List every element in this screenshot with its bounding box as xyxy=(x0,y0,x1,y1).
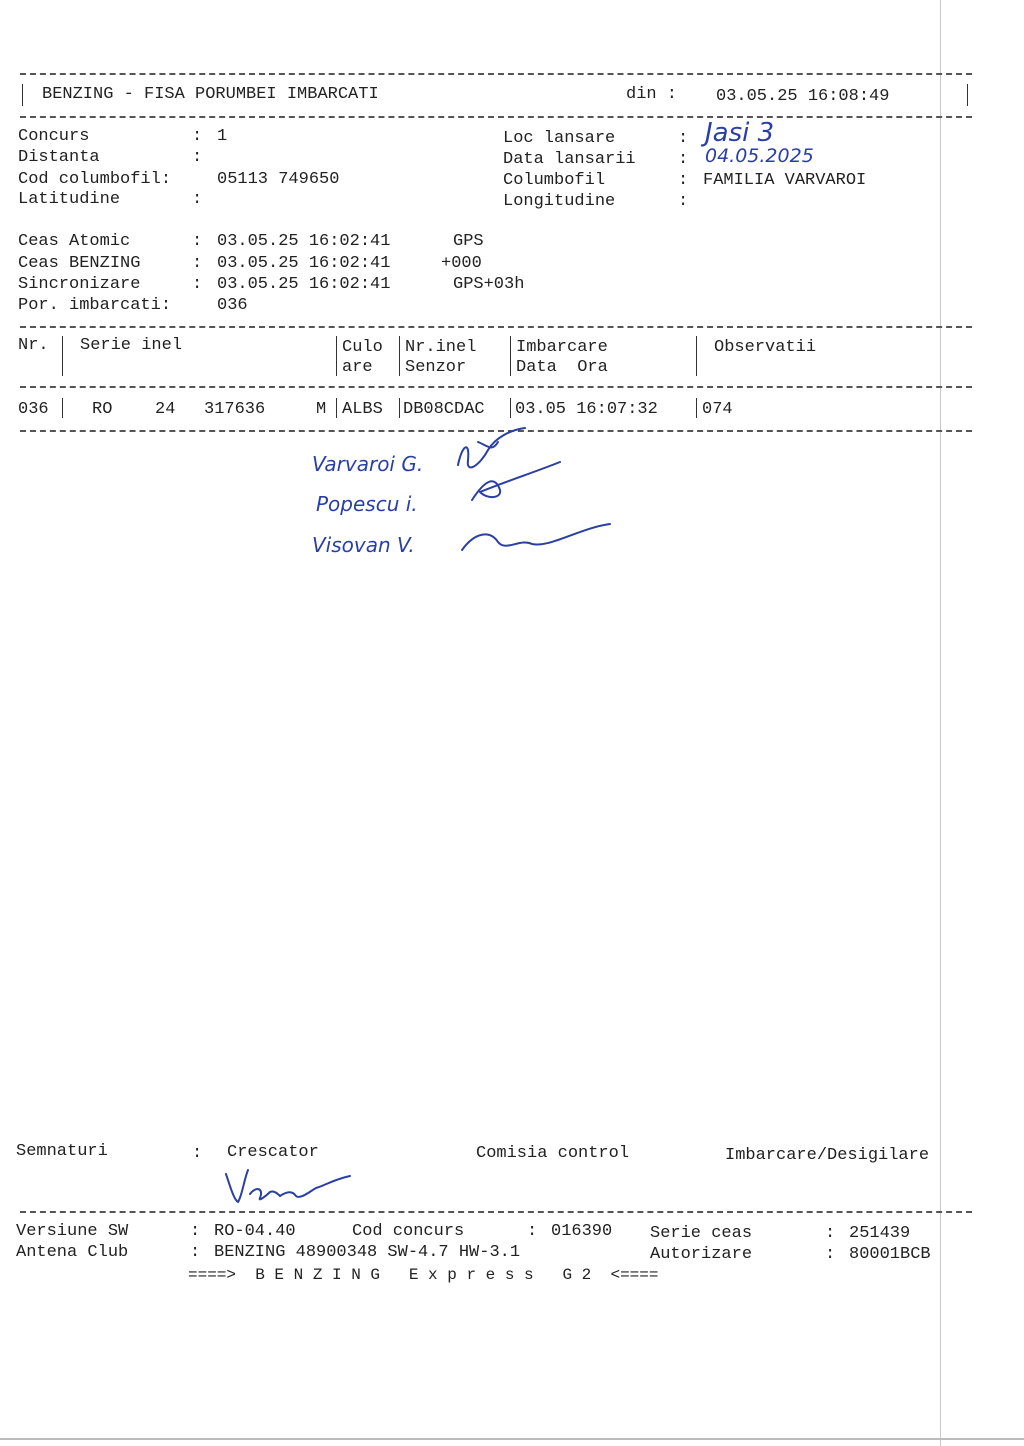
crescator-signature xyxy=(220,1166,360,1206)
colon: : xyxy=(190,1243,201,1262)
concurs-value: 1 xyxy=(217,127,228,146)
cod-concurs-label: Cod concurs xyxy=(352,1222,465,1241)
col-header-culoare-2: are xyxy=(342,358,373,377)
row-nr: 036 xyxy=(18,400,49,419)
colon: : xyxy=(825,1224,836,1243)
row-ring: 317636 xyxy=(204,400,266,419)
cod-columbofil-value: 05113 749650 xyxy=(217,170,340,189)
ceas-benzing-label: Ceas BENZING xyxy=(18,254,141,273)
colon: : xyxy=(192,275,203,294)
page-bottom-edge xyxy=(0,1438,1024,1440)
colon: : xyxy=(527,1222,538,1241)
longitudine-label: Longitudine xyxy=(503,192,616,211)
handwritten-name-1: Varvaroi G. xyxy=(312,452,424,476)
colon: : xyxy=(192,232,203,251)
comisia-control-label: Comisia control xyxy=(476,1144,630,1163)
col-header-culoare-1: Culo xyxy=(342,338,383,357)
col-sep xyxy=(399,336,400,376)
antena-club-label: Antena Club xyxy=(16,1243,129,1262)
colon: : xyxy=(192,1144,203,1163)
col-header-imbarcare-1: Imbarcare xyxy=(516,338,608,357)
signature-scribbles xyxy=(440,420,760,550)
crescator-label: Crescator xyxy=(227,1143,319,1162)
semnaturi-label: Semnaturi xyxy=(16,1142,108,1161)
colon: : xyxy=(678,129,689,148)
col-sep xyxy=(62,398,63,418)
colon: : xyxy=(192,127,203,146)
ceas-benzing-value: 03.05.25 16:02:41 xyxy=(217,254,391,273)
loc-lansare-label: Loc lansare xyxy=(503,129,616,148)
row-senzor: DB08CDAC xyxy=(403,400,485,419)
col-sep xyxy=(336,336,337,376)
sincronizare-suffix: GPS+03h xyxy=(453,275,525,294)
col-sep xyxy=(510,398,511,418)
col-sep xyxy=(62,336,63,376)
data-lansarii-handwritten: 04.05.2025 xyxy=(705,145,814,167)
col-sep xyxy=(510,336,511,376)
imbarcare-desigilare-label: Imbarcare/Desigilare xyxy=(725,1146,930,1165)
divider xyxy=(20,73,972,75)
header-right-bar xyxy=(967,84,968,106)
benzing-banner: ====> B E N Z I N G E x p r e s s G 2 <==== xyxy=(188,1266,659,1284)
colon: : xyxy=(678,150,689,169)
col-sep xyxy=(399,398,400,418)
row-sex: M xyxy=(316,400,327,419)
ceas-benzing-suffix: +000 xyxy=(441,254,482,273)
porumbei-imbarcati-label: Por. imbarcati: xyxy=(18,296,172,315)
versiune-value: RO-04.40 xyxy=(214,1222,296,1241)
cod-columbofil-label: Cod columbofil: xyxy=(18,170,172,189)
document-title: BENZING - FISA PORUMBEI IMBARCATI xyxy=(42,85,379,104)
col-header-nrinel-1: Nr.inel xyxy=(405,338,477,357)
col-sep xyxy=(696,398,697,418)
sincronizare-value: 03.05.25 16:02:41 xyxy=(217,275,391,294)
col-header-serie: Serie inel xyxy=(80,336,183,355)
col-header-observatii: Observatii xyxy=(714,338,817,357)
colon: : xyxy=(825,1245,836,1264)
din-label: din : xyxy=(626,85,678,104)
handwritten-name-3: Visovan V. xyxy=(312,533,415,557)
row-year: 24 xyxy=(155,400,176,419)
header-left-bar xyxy=(22,84,23,106)
colon: : xyxy=(678,171,689,190)
columbofil-value: FAMILIA VARVAROI xyxy=(703,171,867,190)
colon: : xyxy=(678,192,689,211)
row-observatii: 074 xyxy=(702,400,733,419)
colon: : xyxy=(192,254,203,273)
page-edge-line xyxy=(940,0,941,1446)
col-sep xyxy=(696,336,697,376)
col-header-nrinel-2: Senzor xyxy=(405,358,467,377)
versiune-label: Versiune SW xyxy=(16,1222,129,1241)
row-culoare: ALBS xyxy=(342,400,383,419)
columbofil-label: Columbofil xyxy=(503,171,606,190)
row-data-ora: 03.05 16:07:32 xyxy=(515,400,658,419)
print-datetime: 03.05.25 16:08:49 xyxy=(716,87,890,106)
serie-ceas-label: Serie ceas xyxy=(650,1224,753,1243)
col-header-nr: Nr. xyxy=(18,336,49,355)
row-country: RO xyxy=(92,400,113,419)
data-lansarii-label: Data lansarii xyxy=(503,150,636,169)
divider xyxy=(20,1211,972,1213)
colon: : xyxy=(192,148,203,167)
ceas-atomic-value: 03.05.25 16:02:41 xyxy=(217,232,391,251)
divider xyxy=(20,116,972,118)
autorizare-label: Autorizare xyxy=(650,1245,753,1264)
divider xyxy=(20,326,972,328)
colon: : xyxy=(192,190,203,209)
ceas-atomic-suffix: GPS xyxy=(453,232,484,251)
sincronizare-label: Sincronizare xyxy=(18,275,141,294)
col-header-imbarcare-2: Data Ora xyxy=(516,358,608,377)
autorizare-value: 80001BCB xyxy=(849,1245,931,1264)
porumbei-imbarcati-value: 036 xyxy=(217,296,248,315)
colon: : xyxy=(190,1222,201,1241)
antena-club-value: BENZING 48900348 SW-4.7 HW-3.1 xyxy=(214,1243,521,1262)
divider xyxy=(20,386,972,388)
concurs-label: Concurs xyxy=(18,127,90,146)
handwritten-name-2: Popescu i. xyxy=(316,492,418,516)
cod-concurs-value: 016390 xyxy=(551,1222,613,1241)
serie-ceas-value: 251439 xyxy=(849,1224,911,1243)
distanta-label: Distanta xyxy=(18,148,100,167)
ceas-atomic-label: Ceas Atomic xyxy=(18,232,131,251)
loc-lansare-handwritten: Jasi 3 xyxy=(705,118,775,148)
col-sep xyxy=(336,398,337,418)
latitudine-label: Latitudine xyxy=(18,190,121,209)
